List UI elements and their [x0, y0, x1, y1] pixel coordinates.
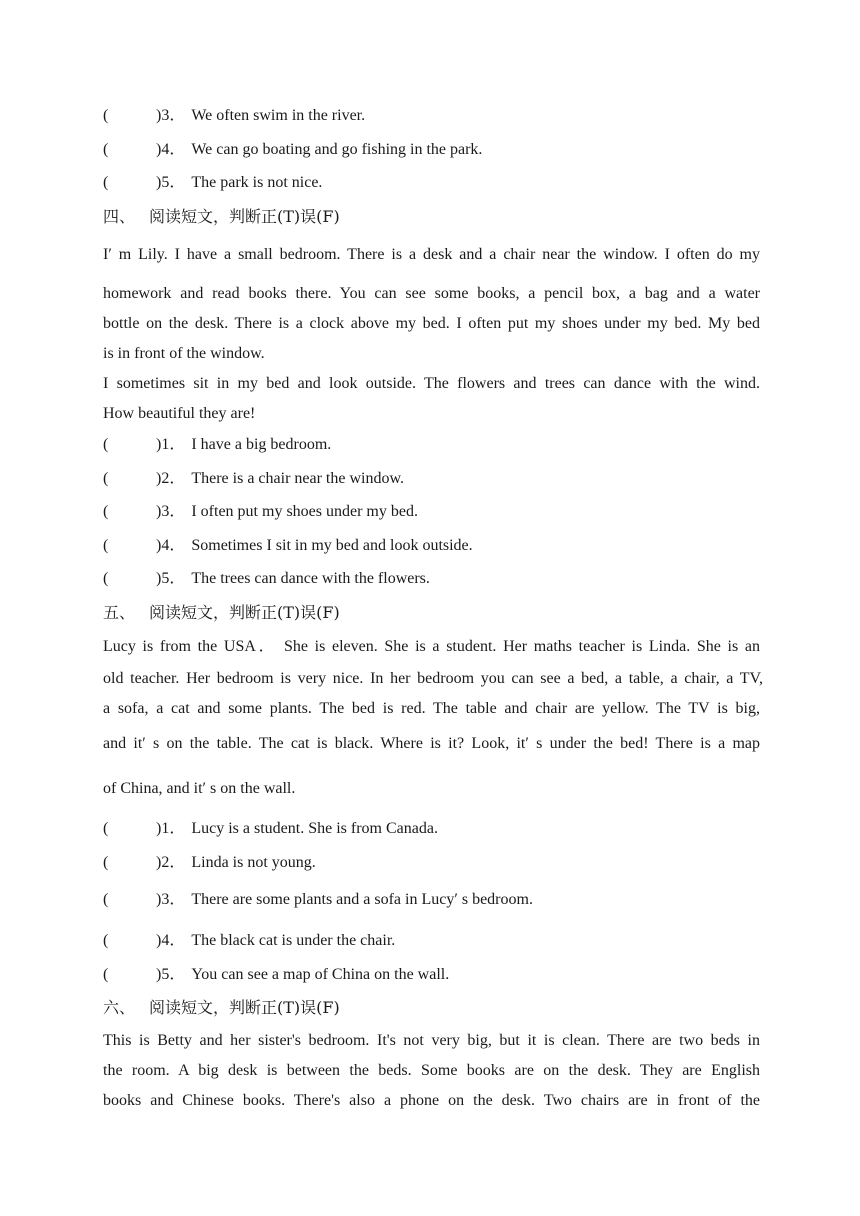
- section-number: 五、: [103, 603, 136, 622]
- answer-paren-open: (: [103, 932, 109, 949]
- question-text: The trees can dance with the flowers.: [191, 570, 430, 587]
- passage-line: books and Chinese books. There's also a phone on the desk. Two chairs are in front of the: [103, 1092, 760, 1109]
- answer-paren-close: ): [156, 436, 162, 453]
- question-item: [103, 853, 316, 873]
- question-item: [103, 106, 365, 126]
- section-4-heading: [103, 207, 340, 227]
- passage-line: This is Betty and her sister's bedroom. It's not very big, but it is clean. There are two beds in: [103, 1032, 760, 1049]
- answer-paren-open: (: [103, 854, 109, 871]
- question-number: 5．: [161, 570, 186, 587]
- question-item: [103, 965, 449, 985]
- question-number: 3．: [161, 503, 186, 520]
- question-number: 2．: [161, 854, 186, 871]
- question-item: [103, 502, 418, 522]
- question-number: 1．: [161, 820, 186, 837]
- answer-paren-open: (: [103, 107, 109, 124]
- section-number: 四、: [103, 207, 136, 226]
- answer-paren-open: (: [103, 966, 109, 983]
- section-title: 阅读短文，判断正(T)误(F): [149, 207, 340, 226]
- answer-paren-close: ): [156, 470, 162, 487]
- answer-paren-close: ): [156, 966, 162, 983]
- answer-paren-close: ): [156, 932, 162, 949]
- question-text: The black cat is under the chair.: [191, 932, 396, 949]
- answer-paren-open: (: [103, 537, 109, 554]
- answer-paren-close: ): [156, 174, 162, 191]
- section-title: 阅读短文，判断正(T)误(F): [149, 998, 340, 1017]
- question-text: We can go boating and go fishing in the park.: [191, 141, 483, 158]
- passage-line: Lucy is from the USA． She is eleven. She is a student. Her maths teacher is Linda. She is an: [103, 638, 760, 655]
- answer-paren-open: (: [103, 570, 109, 587]
- answer-paren-open: (: [103, 820, 109, 837]
- answer-paren-close: ): [156, 570, 162, 587]
- answer-paren-open: (: [103, 174, 109, 191]
- section-title: 阅读短文，判断正(T)误(F): [149, 603, 340, 622]
- passage-line: and it′ s on the table. The cat is black. Where is it? Look, it′ s under the bed! There is a map: [103, 735, 760, 752]
- question-item: [103, 536, 473, 556]
- passage-line: bottle on the desk. There is a clock above my bed. I often put my shoes under my bed. My bed: [103, 315, 760, 332]
- question-item: [103, 469, 404, 489]
- question-number: 3．: [161, 891, 186, 908]
- passage-line: I sometimes sit in my bed and look outside. The flowers and trees can dance with the wind.: [103, 375, 760, 392]
- question-text: There is a chair near the window.: [191, 470, 404, 487]
- answer-paren-close: ): [156, 854, 162, 871]
- question-item: [103, 819, 438, 839]
- question-number: 3．: [161, 107, 186, 124]
- question-number: 4．: [161, 537, 186, 554]
- question-number: 5．: [161, 966, 186, 983]
- answer-paren-close: ): [156, 503, 162, 520]
- answer-paren-close: ): [156, 820, 162, 837]
- passage-line: old teacher. Her bedroom is very nice. In her bedroom you can see a bed, a table, a chair, a TV,: [103, 670, 763, 687]
- answer-paren-open: (: [103, 436, 109, 453]
- passage-line: of China, and it′ s on the wall.: [103, 780, 296, 797]
- passage-line: I′ m Lily. I have a small bedroom. There is a desk and a chair near the window. I often do my: [103, 246, 760, 263]
- section-5-heading: [103, 603, 340, 623]
- answer-paren-open: (: [103, 470, 109, 487]
- answer-paren-open: (: [103, 891, 109, 908]
- passage-line: homework and read books there. You can see some books, a pencil box, a bag and a water: [103, 285, 760, 302]
- question-text: We often swim in the river.: [191, 107, 366, 124]
- answer-paren-close: ): [156, 141, 162, 158]
- question-item: [103, 931, 395, 951]
- question-text: I often put my shoes under my bed.: [191, 503, 418, 520]
- question-text: You can see a map of China on the wall.: [191, 966, 450, 983]
- answer-paren-open: (: [103, 141, 109, 158]
- question-number: 5．: [161, 174, 186, 191]
- passage-line: the room. A big desk is between the beds. Some books are on the desk. They are English: [103, 1062, 760, 1079]
- question-item: [103, 890, 533, 910]
- passage-line: a sofa, a cat and some plants. The bed is red. The table and chair are yellow. The TV is big,: [103, 700, 760, 717]
- passage-line: is in front of the window.: [103, 345, 265, 362]
- answer-paren-close: ): [156, 107, 162, 124]
- section-6-heading: [103, 998, 340, 1018]
- question-text: I have a big bedroom.: [191, 436, 332, 453]
- question-number: 4．: [161, 141, 186, 158]
- question-item: [103, 140, 482, 160]
- answer-paren-close: ): [156, 891, 162, 908]
- question-text: Lucy is a student. She is from Canada.: [191, 820, 438, 837]
- question-item: [103, 569, 430, 589]
- answer-paren-open: (: [103, 503, 109, 520]
- answer-paren-close: ): [156, 537, 162, 554]
- question-text: Linda is not young.: [191, 854, 316, 871]
- question-item: [103, 435, 331, 455]
- question-number: 2．: [161, 470, 186, 487]
- section-number: 六、: [103, 998, 136, 1017]
- question-item: [103, 173, 322, 193]
- passage-line: How beautiful they are!: [103, 405, 256, 422]
- question-text: The park is not nice.: [191, 174, 323, 191]
- question-text: Sometimes I sit in my bed and look outside.: [191, 537, 473, 554]
- question-text: There are some plants and a sofa in Lucy′ s bedroom.: [191, 891, 533, 908]
- question-number: 1．: [161, 436, 186, 453]
- question-number: 4．: [161, 932, 186, 949]
